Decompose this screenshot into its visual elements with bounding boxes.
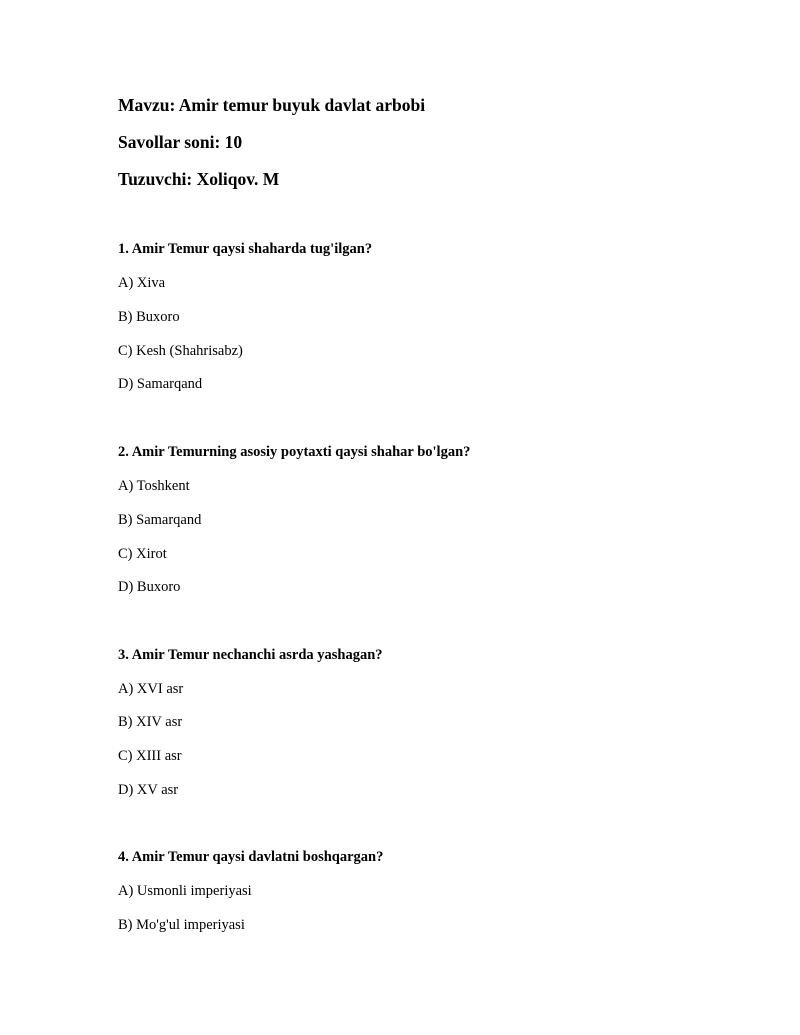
question-2-option-c: C) Xirot (118, 546, 167, 562)
question-1-option-a: A) Xiva (118, 275, 166, 291)
topic-heading: Mavzu: Amir temur buyuk davlat arbobi (118, 95, 426, 115)
question-2: 2. Amir Temurning asosiy poytaxti qaysi shahar bo'lgan? (118, 444, 471, 460)
question-3-option-b: B) XIV asr (118, 714, 183, 730)
question-2-option-d: D) Buxoro (118, 579, 181, 595)
question-3-option-d: D) XV asr (118, 782, 179, 798)
question-count-heading: Savollar soni: 10 (118, 132, 243, 152)
question-3: 3. Amir Temur nechanchi asrda yashagan? (118, 647, 383, 663)
question-2-option-a: A) Toshkent (118, 478, 190, 494)
question-1-option-b: B) Buxoro (118, 309, 180, 325)
question-1-option-d: D) Samarqand (118, 376, 203, 392)
question-4-option-a: A) Usmonli imperiyasi (118, 883, 252, 899)
question-4: 4. Amir Temur qaysi davlatni boshqargan? (118, 849, 384, 865)
author-heading: Tuzuvchi: Xoliqov. M (118, 169, 280, 189)
question-4-option-b: B) Mo'g'ul imperiyasi (118, 917, 245, 933)
question-1: 1. Amir Temur qaysi shaharda tug'ilgan? (118, 241, 373, 257)
question-2-option-b: B) Samarqand (118, 512, 202, 528)
question-1-option-c: C) Kesh (Shahrisabz) (118, 343, 243, 359)
question-3-option-c: C) XIII asr (118, 748, 182, 764)
question-3-option-a: A) XVI asr (118, 681, 184, 697)
